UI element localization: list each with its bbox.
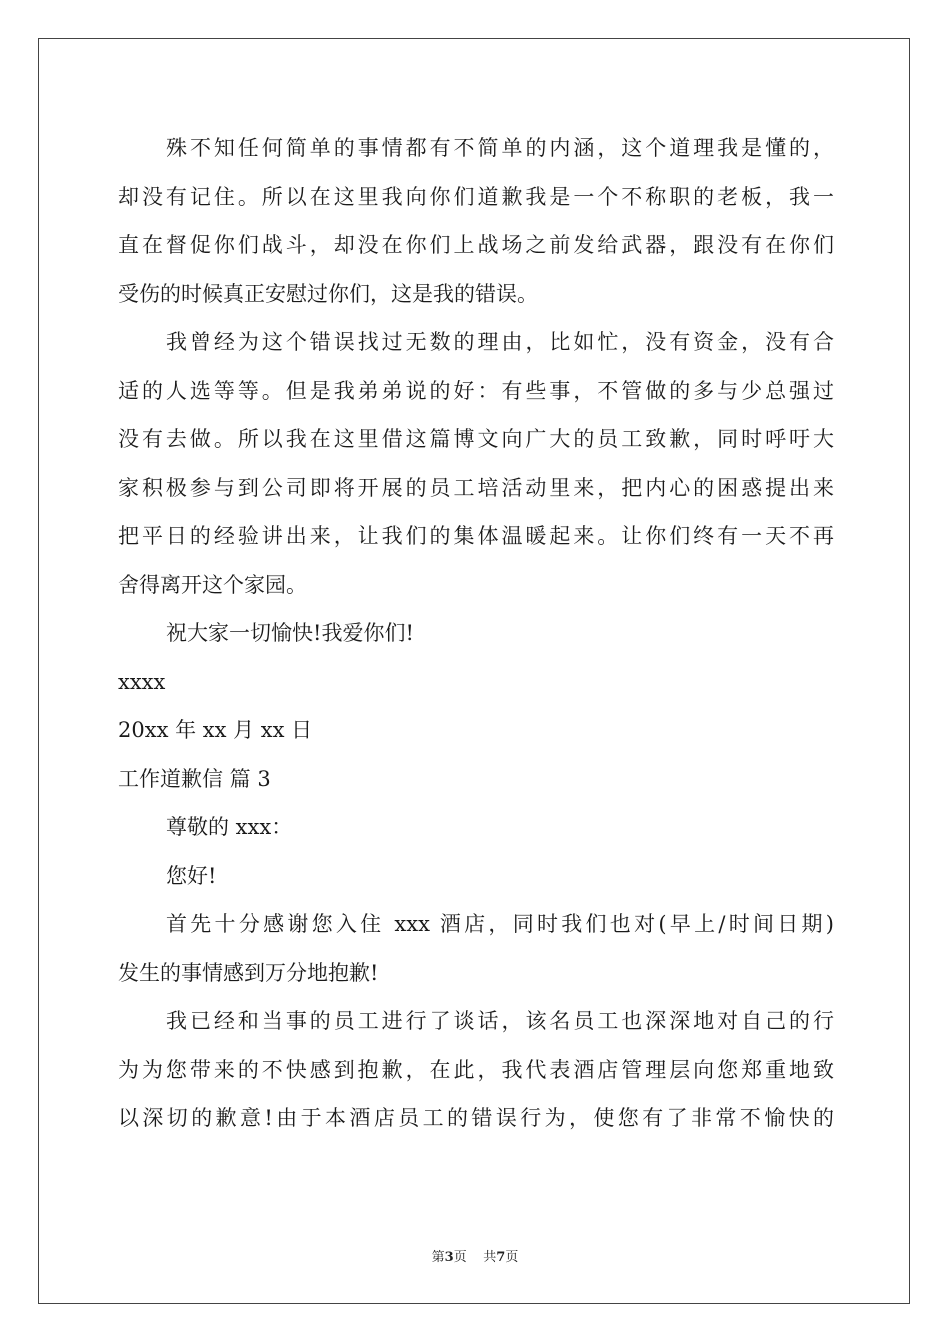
paragraph-line: 发生的事情感到万分地抱歉! (118, 960, 379, 985)
paragraph-line: 家积极参与到公司即将开展的员工培活动里来，把内心的困惑提出来 (118, 475, 834, 500)
section-heading: 工作道歉信 篇 3 (118, 766, 271, 791)
paragraph-line: 直在督促你们战斗，却没在你们上战场之前发给武器，跟没有在你们 (118, 233, 834, 257)
salutation: 尊敬的 xxx： (166, 815, 293, 839)
signature: xxxx (118, 669, 166, 694)
paragraph-line: 适的人选等等。但是我弟弟说的好：有些事，不管做的多与少总强过 (118, 378, 834, 403)
paragraph-line: 受伤的时候真正安慰过你们，这是我的错误。 (118, 281, 538, 306)
total-suffix: 页 (505, 1250, 519, 1265)
current-page-number: 3 (444, 1250, 454, 1265)
date-line: 20xx 年 xx 月 xx 日 (118, 718, 313, 742)
closing-wish: 祝大家一切愉快!我爱你们! (166, 621, 414, 645)
greeting: 您好! (166, 863, 217, 888)
total-prefix: 共 (483, 1250, 497, 1265)
page-footer (0, 1246, 950, 1265)
document-body (118, 124, 834, 1143)
paragraph-line: 舍得离开这个家园。 (118, 572, 307, 597)
page-prefix: 第 (431, 1250, 445, 1265)
paragraph-line: 却没有记住。所以在这里我向你们道歉我是一个不称职的老板，我一 (118, 184, 834, 209)
paragraph-line: 殊不知任何简单的事情都有不简单的内涵，这个道理我是懂的， (166, 136, 834, 160)
paragraph-line: 没有去做。所以我在这里借这篇博文向广大的员工致歉，同时呼吁大 (118, 427, 834, 451)
paragraph-line: 我曾经为这个错误找过无数的理由，比如忙，没有资金，没有合 (166, 330, 834, 354)
paragraph-line: 我已经和当事的员工进行了谈话，该名员工也深深地对自己的行 (166, 1009, 834, 1033)
paragraph-line: 把平日的经验讲出来，让我们的集体温暖起来。让你们终有一天不再 (118, 524, 834, 548)
paragraph-line: 首先十分感谢您入住 xxx 酒店，同时我们也对(早上/时间日期) (166, 912, 834, 936)
total-page-number: 7 (496, 1250, 506, 1265)
paragraph-line: 为为您带来的不快感到抱歉，在此，我代表酒店管理层向您郑重地致 (118, 1057, 834, 1082)
paragraph-line: 以深切的歉意!由于本酒店员工的错误行为，使您有了非常不愉快的 (118, 1106, 834, 1130)
page-suffix: 页 (453, 1250, 467, 1265)
